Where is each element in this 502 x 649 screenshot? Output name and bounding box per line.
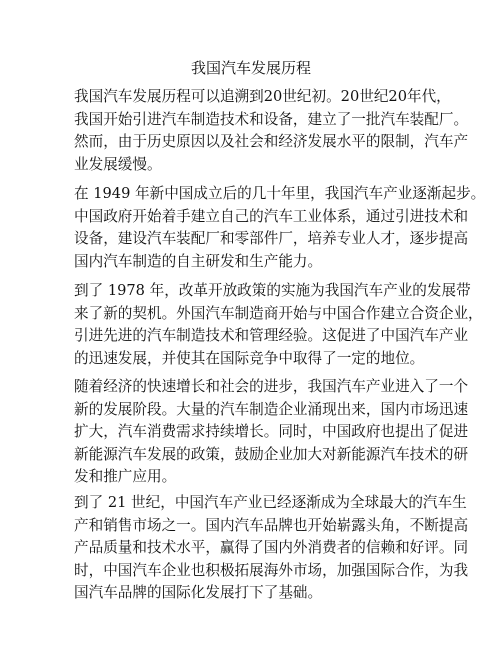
paragraph-line: 国内汽车制造的自主研发和生产能力。 bbox=[74, 252, 323, 270]
paragraph-line: 时，中国汽车企业也积极拓展海外市场，加强国际合作，为我 bbox=[74, 561, 469, 579]
paragraph-line: 来了新的契机。外国汽车制造商开始与中国合作建立合资企业， bbox=[74, 304, 483, 322]
paragraph-line: 新能源汽车发展的政策，鼓励企业加大对新能源汽车技术的研 bbox=[74, 445, 469, 463]
paragraph-line: 我国开始引进汽车制造技术和设备，建立了一批汽车装配厂。 bbox=[74, 110, 469, 128]
paragraph-4 bbox=[74, 376, 469, 489]
paragraph-line: 在 1949 年新中国成立后的几十年里，我国汽车产业逐渐起步。 bbox=[74, 185, 486, 202]
paragraph-line: 然而，由于历史原因以及社会和经济发展水平的限制，汽车产 bbox=[74, 133, 469, 150]
paragraph-line: 到了 21 世纪，中国汽车产业已经逐渐成为全球最大的汽车生 bbox=[74, 494, 467, 511]
paragraph-line: 引进先进的汽车制造技术和管理经验。这促进了中国汽车产业 bbox=[74, 327, 469, 344]
paragraph-line: 中国政府开始着手建立自己的汽车工业体系，通过引进技术和 bbox=[74, 207, 469, 225]
paragraph-5 bbox=[74, 492, 469, 605]
paragraph-line: 产和销售市场之一。国内汽车品牌也开始崭露头角，不断提高 bbox=[74, 516, 469, 534]
paragraph-line: 发和推广应用。 bbox=[74, 468, 177, 485]
document-title: 我国汽车发展历程 bbox=[190, 59, 311, 77]
paragraph-line: 我国汽车发展历程可以追溯到20世纪初。20世纪20年代， bbox=[74, 88, 451, 105]
paragraph-1 bbox=[74, 86, 469, 176]
paragraph-line: 的迅速发展，并使其在国际竞争中取得了一定的地位。 bbox=[74, 349, 425, 367]
paragraph-line: 业发展缓慢。 bbox=[74, 155, 162, 173]
paragraph-line: 新的发展阶段。大量的汽车制造企业涌现出来，国内市场迅速 bbox=[74, 400, 469, 418]
paragraph-line: 到了 1978 年，改革开放政策的实施为我国汽车产业的发展带 bbox=[74, 282, 471, 299]
paragraph-2 bbox=[74, 183, 486, 273]
paragraph-line: 设备，建设汽车装配厂和零部件厂，培养专业人才，逐步提高 bbox=[74, 230, 469, 247]
paragraph-line: 扩大，汽车消费需求持续增长。同时，中国政府也提出了促进 bbox=[74, 423, 469, 440]
paragraph-3 bbox=[74, 280, 483, 370]
paragraph-line: 产品质量和技术水平，赢得了国内外消费者的信赖和好评。同 bbox=[74, 539, 469, 556]
paragraph-line: 随着经济的快速增长和社会的进步，我国汽车产业进入了一个 bbox=[74, 378, 469, 395]
paragraph-line: 国汽车品牌的国际化发展打下了基础。 bbox=[74, 584, 323, 601]
